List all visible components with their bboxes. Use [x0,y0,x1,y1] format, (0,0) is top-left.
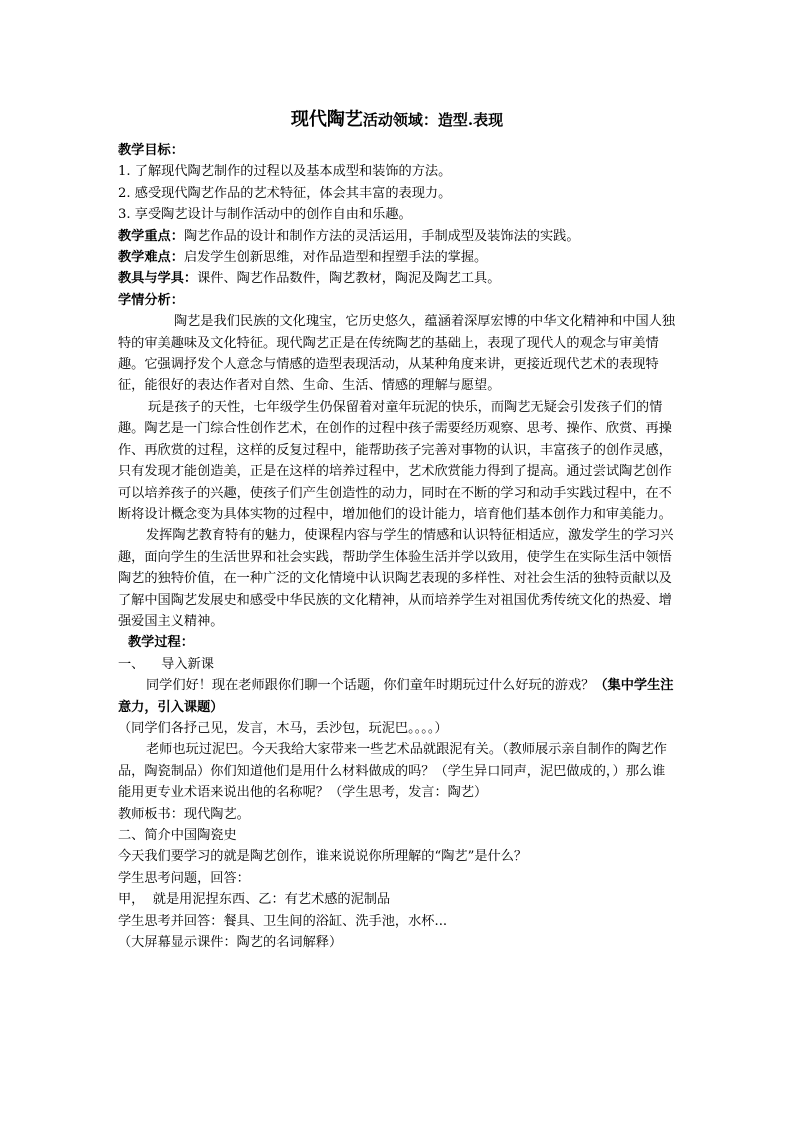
section2-paragraph: 今天我们要学习的就是陶艺创作，谁来说说你所理解的“陶艺”是什么？ [118,849,528,865]
analysis-paragraph: 发挥陶艺教育特有的魅力，使课程内容与学生的情感和认识特征相适应，激发学生的学习兴趣，面向学生的生活世界和社会实践，帮助学生体验生活并学以致用，使学生在实际生活中领悟陶艺的独特价值，在一种广泛的文化情境中认识陶艺表现的多样性、对社会生活的独特贡献以及了解中国陶艺发展史和感受中华民族的文化精神，从而培养学生对祖国优秀传统文化的热爱、增强爱国主义精神。 [118,528,674,629]
tools-text: 课件、陶艺作品数件，陶艺教材，陶泥及陶艺工具。 [197,271,501,287]
process-heading: 教学过程： [128,635,194,651]
intro-bold-note: （集中学生注意力，引入课题） [118,678,674,715]
student-response: （同学们各抒己见，发言，木马，丢沙包，玩泥巴。。。。） [118,720,448,736]
tools-label: 教具与学具： [118,271,198,287]
title-subtitle: 活动领域：造型.表现 [362,111,504,129]
document-body [118,140,678,953]
analysis-heading: 学情分析： [118,292,184,308]
board-note: 教师板书：现代陶艺。 [118,806,250,822]
section2-paragraph: （大屏幕显示课件：陶艺的名词解释） [118,935,343,951]
difficulties-label: 教学难点： [118,250,184,266]
difficulties-text: 启发学生创新思维，对作品造型和捏塑手法的掌握。 [183,250,488,266]
tools [118,268,678,289]
section2-paragraph: 学生思考并回答：餐具、卫生间的浴缸、洗手池，水杯... [118,913,448,929]
analysis-paragraph: 玩是孩子的天性，七年级学生仍保留着对童年玩泥的快乐，而陶艺无疑会引发孩子们的情趣。陶艺是一门综合性创作艺术，在创作的过程中孩子需要经历观察、思考、操作、欣赏、再操作、再欣赏的过程，这样的反复过程中，能帮助孩子完善对事物的认识，丰富孩子的创作灵感，只有发现才能创造美，正是在这样的培养过程中，艺术欣赏能力得到了提高。通过尝试陶艺创作可以培养孩子的兴趣，使孩子们产生创造性的动力，同时在不断的学习和动手实践过程中，在不断将设计概念变为具体实物的过程中，增加他们的设计能力，培育他们基本创作力和审美能力。 [118,399,672,522]
key-points-label: 教学重点： [118,228,184,244]
section-title: 一、 导入新课 [118,656,214,672]
section-title: 二、简介中国陶瓷史 [118,828,237,843]
section2-paragraph: 甲， 就是用泥捏东西、乙：有艺术感的泥制品 [118,892,391,908]
key-points-text: 陶艺作品的设计和制作方法的灵活运用，手制成型及装饰法的实践。 [183,228,580,244]
intro-text: 同学们好！现在老师跟你们聊一个话题，你们童年时期玩过什么好玩的游戏？ [146,678,595,694]
analysis-paragraph: 陶艺是我们民族的文化瑰宝，它历史悠久，蕴涵着深厚宏博的中华文化精神和中国人独特的审美趣味及文化特征。现代陶艺正是在传统陶艺的基础上，表现了现代人的观念与审美情趣。它强调抒发个人意念与情感的造型表现活动，从某种角度来讲，更接近现代艺术的表现特征，能很好的表达作者对自然、生命、生活、情感的理解与愿望。 [118,314,676,394]
intro-paragraph [118,675,678,718]
document-title [0,108,794,132]
teacher-paragraph: 老师也玩过泥巴。今天我给大家带来一些艺术品就跟泥有关。（教师展示亲自制作的陶艺作品，陶瓷制品）你们知道他们是用什么材料做成的吗？（学生异口同声，泥巴做成的，）那么谁能用更专业术语来说出他的名称呢？（学生思考，发言：陶艺） [118,742,667,801]
objective-item: 2. 感受现代陶艺作品的艺术特征，体会其丰富的表现力。 [118,185,452,201]
objectives-heading: 教学目标： [118,143,184,158]
key-points [118,226,678,247]
objective-item: 3. 享受陶艺设计与制作活动中的创作自由和乐趣。 [118,207,412,223]
section2-paragraph: 学生思考问题，回答： [118,870,250,886]
objective-item: 1. 了解现代陶艺制作的过程以及基本成型和装饰的方法。 [118,164,452,180]
title-main: 现代陶艺 [290,109,363,130]
difficulties [118,247,678,268]
